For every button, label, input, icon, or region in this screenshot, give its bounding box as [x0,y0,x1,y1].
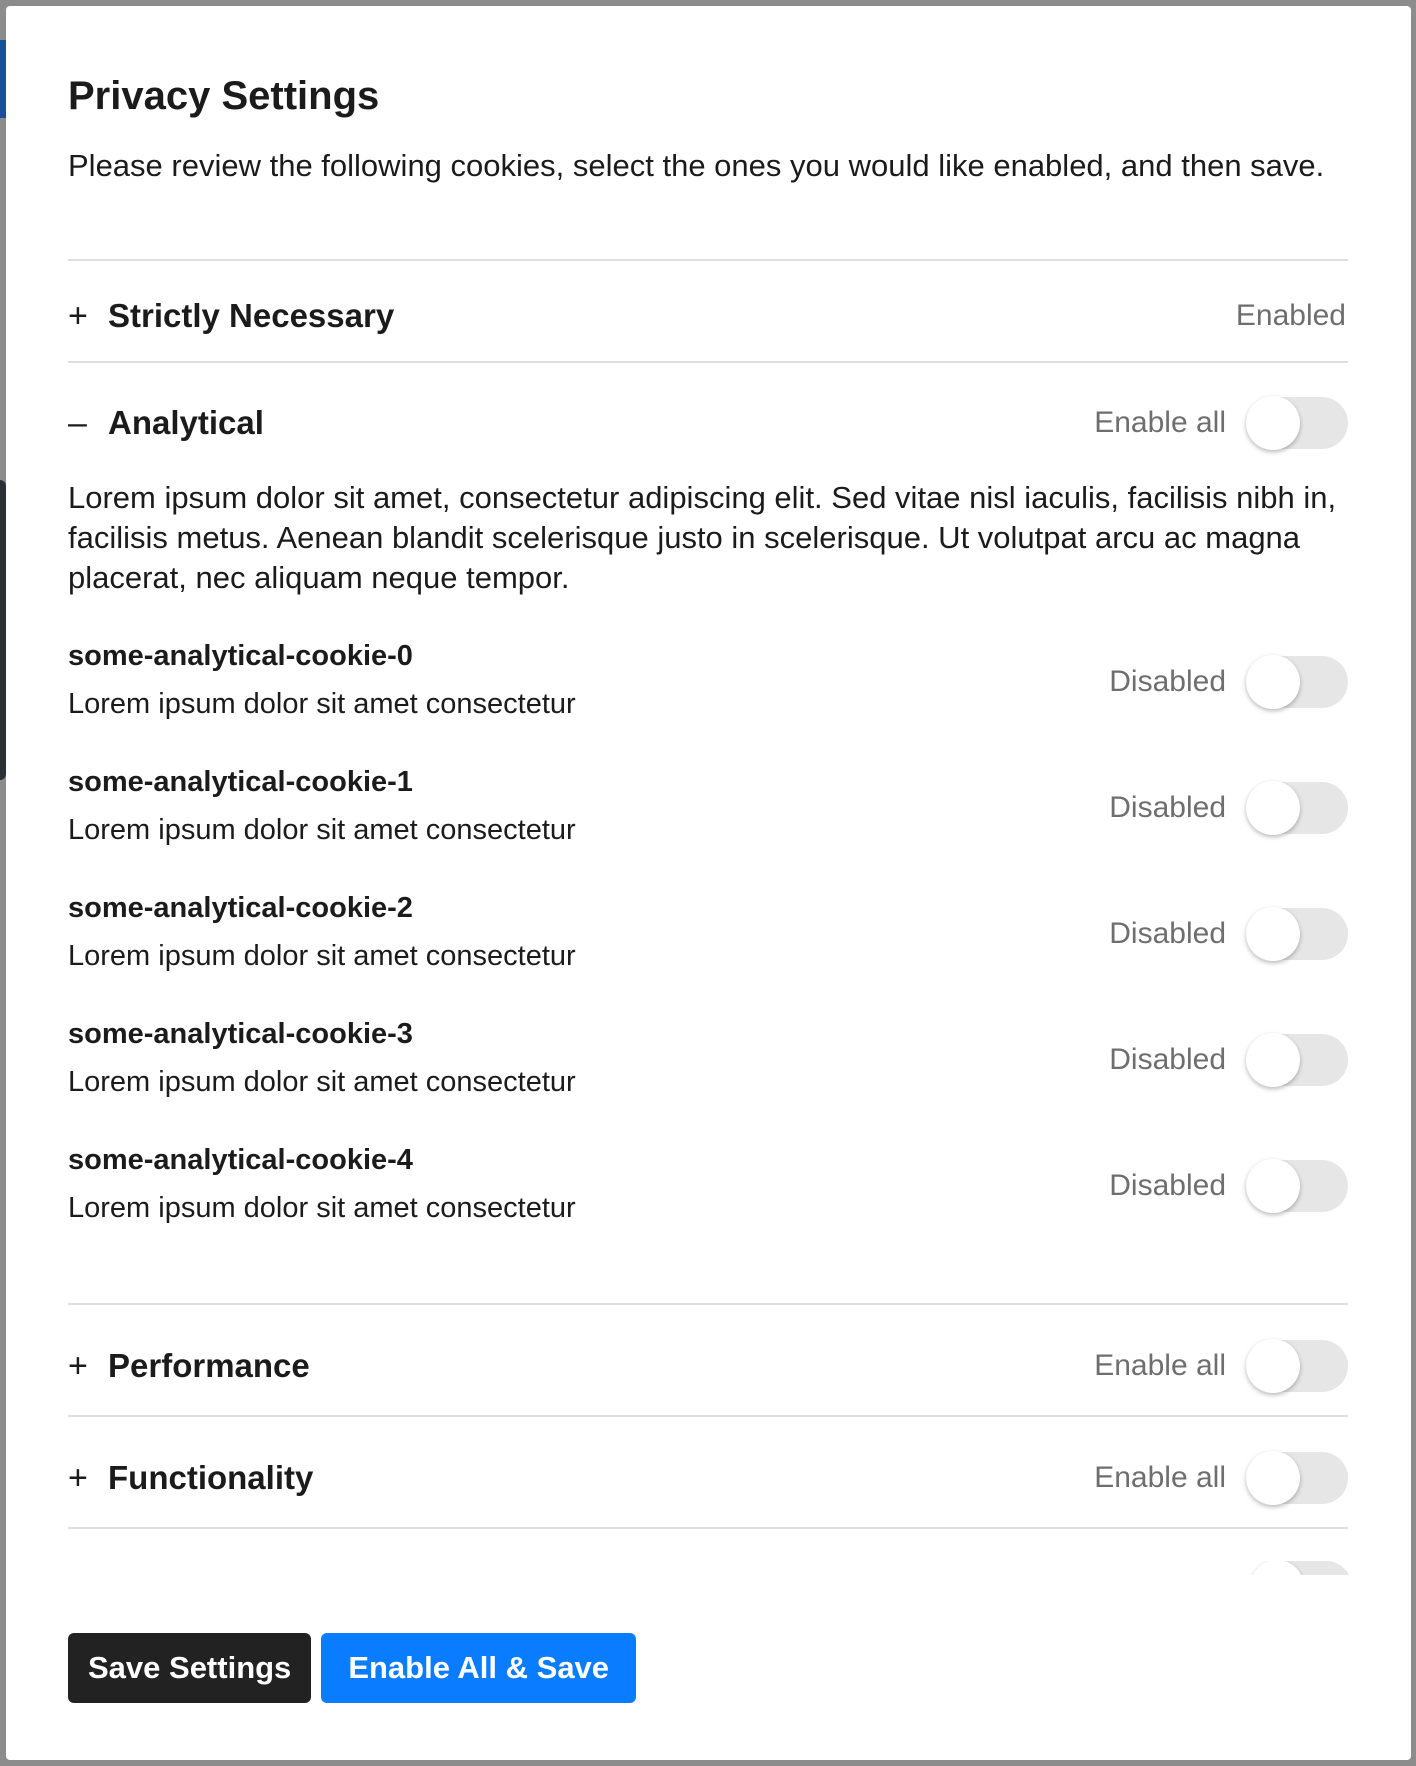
enable-all-label: Enable all [1094,406,1226,439]
cookie-description: Lorem ipsum dolor sit amet consectetur [68,814,576,846]
expand-plus-icon[interactable]: + [68,1459,88,1497]
functionality-enable-all-toggle[interactable] [1246,1452,1348,1504]
collapse-minus-icon[interactable]: – [68,404,87,442]
dialog-actions [68,1633,636,1703]
toggle-knob [1246,655,1300,709]
cookie-status: Disabled [1109,665,1226,698]
toggle-knob [1250,1561,1304,1575]
cookie-row [68,892,1348,982]
cookie-toggle[interactable] [1246,1034,1348,1086]
analytical-enable-all-toggle[interactable] [1246,397,1348,449]
divider [68,1415,1348,1417]
toggle-knob [1246,1339,1300,1393]
section-title: Analytical [108,404,264,441]
section-title: Functionality [108,1459,314,1496]
cookie-toggle[interactable] [1246,656,1348,708]
cookie-name: some-analytical-cookie-2 [68,892,413,924]
section-title: Strictly Necessary [108,297,395,334]
cookie-description: Lorem ipsum dolor sit amet consectetur [68,688,576,720]
dialog-title: Privacy Settings [68,74,380,118]
toggle-knob [1246,1033,1300,1087]
section-strictly-necessary[interactable] [68,286,1348,346]
cookie-toggle[interactable] [1246,782,1348,834]
toggle-knob [1246,396,1300,450]
toggle-knob [1246,781,1300,835]
cookie-toggle[interactable] [1246,1160,1348,1212]
cookie-row [68,1144,1348,1234]
section-performance[interactable] [68,1336,1348,1396]
divider [68,1303,1348,1305]
toggle-knob [1246,907,1300,961]
section-status: Enabled [1235,299,1346,332]
cookie-name: some-analytical-cookie-0 [68,640,413,672]
performance-enable-all-toggle[interactable] [1246,1340,1348,1392]
cookie-name: some-analytical-cookie-3 [68,1018,413,1050]
cookie-status: Disabled [1109,791,1226,824]
toggle-knob [1246,1451,1300,1505]
cookie-status: Disabled [1109,1169,1226,1202]
cookie-toggle[interactable] [1246,908,1348,960]
divider [68,1527,1348,1529]
enable-all-label: Enable all [1094,1461,1226,1494]
enable-all-save-button[interactable]: Enable All & Save [321,1633,636,1703]
expand-plus-icon[interactable]: + [68,1347,88,1385]
cookie-row [68,640,1348,730]
cookie-description: Lorem ipsum dolor sit amet consectetur [68,1192,576,1224]
cookie-name: some-analytical-cookie-1 [68,766,413,798]
analytical-description: Lorem ipsum dolor sit amet, consectetur adipiscing elit. Sed vitae nisl iaculis, facilisis nibh in, facilisis metus. Aenean blandit scelerisque justo in scelerisque. Ut volutpat arcu ac magna placerat, nec aliquam neque tempor. [68,480,1337,595]
divider [68,259,1348,261]
cookie-row [68,766,1348,856]
section-functionality[interactable] [68,1448,1348,1508]
privacy-settings-dialog [6,6,1411,1760]
toggle-knob [1246,1159,1300,1213]
divider [68,361,1348,363]
dialog-intro: Please review the following cookies, select the ones you would like enabled, and then save. [68,148,1325,183]
cookie-description: Lorem ipsum dolor sit amet consectetur [68,1066,576,1098]
section-analytical[interactable] [68,393,1348,453]
cookie-row [68,1018,1348,1108]
expand-plus-icon[interactable]: + [68,297,88,335]
save-settings-button[interactable]: Save Settings [68,1633,311,1703]
cookie-status: Disabled [1109,1043,1226,1076]
cookie-status: Disabled [1109,917,1226,950]
section-title: Performance [108,1347,310,1384]
enable-all-label: Enable all [1094,1349,1226,1382]
partial-toggle [1250,1561,1352,1575]
cookie-description: Lorem ipsum dolor sit amet consectetur [68,940,576,972]
cookie-name: some-analytical-cookie-4 [68,1144,413,1176]
next-section-toggle-peek [1250,1561,1352,1575]
